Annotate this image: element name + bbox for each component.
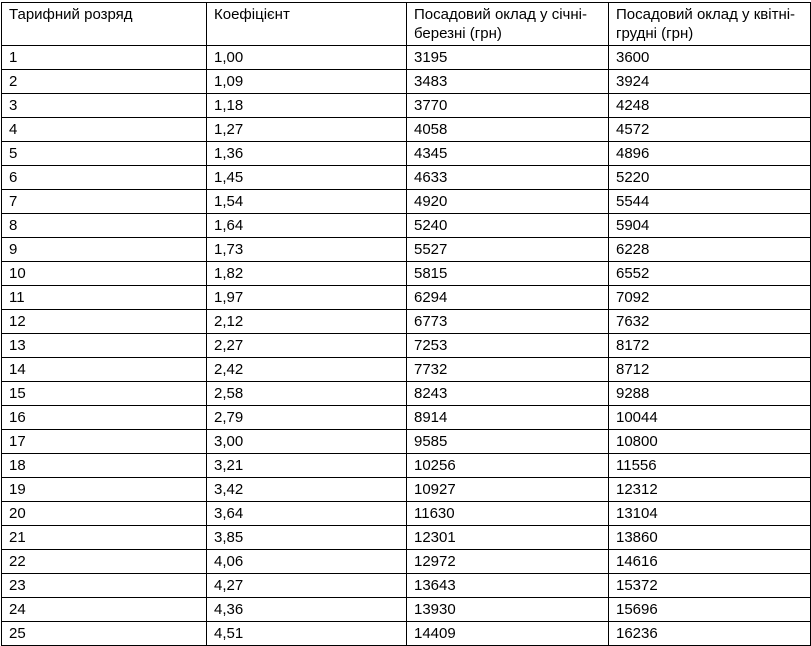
table-cell: 12972 [407,550,609,574]
table-cell: 9585 [407,430,609,454]
table-cell: 6773 [407,310,609,334]
table-cell: 7732 [407,358,609,382]
table-row [2,214,811,238]
table-cell: 4058 [407,118,609,142]
table-row [2,430,811,454]
table-row [2,238,811,262]
table-cell: 22 [2,550,207,574]
table-cell: 18 [2,454,207,478]
table-body [2,46,811,646]
table-cell: 13643 [407,574,609,598]
table-cell: 3,42 [207,478,407,502]
column-header-salary-jan-mar: Посадовий оклад у січні-березні (грн) [407,3,609,46]
table-cell: 24 [2,598,207,622]
table-cell: 5527 [407,238,609,262]
table-cell: 17 [2,430,207,454]
table-cell: 5240 [407,214,609,238]
table-cell: 1 [2,46,207,70]
table-row [2,454,811,478]
table-cell: 8172 [609,334,811,358]
table-cell: 1,73 [207,238,407,262]
table-cell: 5544 [609,190,811,214]
table-row [2,286,811,310]
table-row [2,70,811,94]
table-cell: 3924 [609,70,811,94]
table-cell: 6294 [407,286,609,310]
table-cell: 20 [2,502,207,526]
table-cell: 4,36 [207,598,407,622]
table-cell: 13104 [609,502,811,526]
table-cell: 9288 [609,382,811,406]
table-row [2,382,811,406]
table-row [2,46,811,70]
table-cell: 15696 [609,598,811,622]
table-row [2,622,811,646]
table-cell: 3770 [407,94,609,118]
table-cell: 8914 [407,406,609,430]
table-cell: 15 [2,382,207,406]
table-cell: 5220 [609,166,811,190]
table-cell: 10256 [407,454,609,478]
table-cell: 6228 [609,238,811,262]
table-cell: 21 [2,526,207,550]
table-cell: 4572 [609,118,811,142]
table-cell: 4345 [407,142,609,166]
table-row [2,574,811,598]
table-cell: 4,06 [207,550,407,574]
table-cell: 1,97 [207,286,407,310]
table-cell: 7632 [609,310,811,334]
table-cell: 4248 [609,94,811,118]
table-cell: 1,18 [207,94,407,118]
table-cell: 4,51 [207,622,407,646]
table-row [2,358,811,382]
table-cell: 3,85 [207,526,407,550]
table-cell: 11 [2,286,207,310]
table-cell: 10 [2,262,207,286]
table-cell: 1,00 [207,46,407,70]
table-cell: 25 [2,622,207,646]
table-cell: 1,36 [207,142,407,166]
table-cell: 10044 [609,406,811,430]
table-row [2,118,811,142]
table-cell: 2,27 [207,334,407,358]
table-cell: 1,54 [207,190,407,214]
table-row [2,262,811,286]
table-row [2,166,811,190]
table-cell: 1,64 [207,214,407,238]
table-cell: 2,12 [207,310,407,334]
table-header-row [2,3,811,46]
table-cell: 19 [2,478,207,502]
table-cell: 23 [2,574,207,598]
table-cell: 14409 [407,622,609,646]
table-row [2,334,811,358]
tariff-salary-table [1,2,811,646]
table-cell: 15372 [609,574,811,598]
column-header-tariff-grade: Тарифний розряд [2,3,207,46]
table-cell: 12301 [407,526,609,550]
table-cell: 3600 [609,46,811,70]
table-cell: 1,27 [207,118,407,142]
table-cell: 7 [2,190,207,214]
column-header-coefficient: Коефіцієнт [207,3,407,46]
table-cell: 2,58 [207,382,407,406]
table-cell: 3483 [407,70,609,94]
table-row [2,406,811,430]
table-cell: 3 [2,94,207,118]
table-cell: 14616 [609,550,811,574]
table-row [2,478,811,502]
table-cell: 11630 [407,502,609,526]
table-cell: 4,27 [207,574,407,598]
table-cell: 13930 [407,598,609,622]
table-cell: 8243 [407,382,609,406]
table-cell: 10927 [407,478,609,502]
table-row [2,502,811,526]
table-cell: 3,64 [207,502,407,526]
table-cell: 1,45 [207,166,407,190]
table-cell: 9 [2,238,207,262]
table-cell: 5 [2,142,207,166]
table-cell: 1,82 [207,262,407,286]
table-cell: 14 [2,358,207,382]
table-cell: 2 [2,70,207,94]
table-cell: 7253 [407,334,609,358]
table-cell: 13 [2,334,207,358]
table-cell: 11556 [609,454,811,478]
table-cell: 6552 [609,262,811,286]
table-row [2,190,811,214]
table-cell: 10800 [609,430,811,454]
table-cell: 13860 [609,526,811,550]
table-cell: 4896 [609,142,811,166]
table-cell: 4633 [407,166,609,190]
table-cell: 12312 [609,478,811,502]
table-cell: 2,79 [207,406,407,430]
table-cell: 5904 [609,214,811,238]
table-header [2,3,811,46]
table-cell: 12 [2,310,207,334]
table-cell: 8712 [609,358,811,382]
table-row [2,142,811,166]
table-row [2,550,811,574]
table-cell: 16236 [609,622,811,646]
table-cell: 5815 [407,262,609,286]
table-cell: 6 [2,166,207,190]
table-row [2,598,811,622]
table-cell: 4 [2,118,207,142]
table-cell: 8 [2,214,207,238]
table-row [2,310,811,334]
table-cell: 3,00 [207,430,407,454]
table-cell: 16 [2,406,207,430]
column-header-salary-apr-dec: Посадовий оклад у квітні-грудні (грн) [609,3,811,46]
table-cell: 7092 [609,286,811,310]
table-row [2,94,811,118]
table-row [2,526,811,550]
table-cell: 2,42 [207,358,407,382]
table-cell: 3,21 [207,454,407,478]
table-cell: 3195 [407,46,609,70]
table-cell: 4920 [407,190,609,214]
table-cell: 1,09 [207,70,407,94]
